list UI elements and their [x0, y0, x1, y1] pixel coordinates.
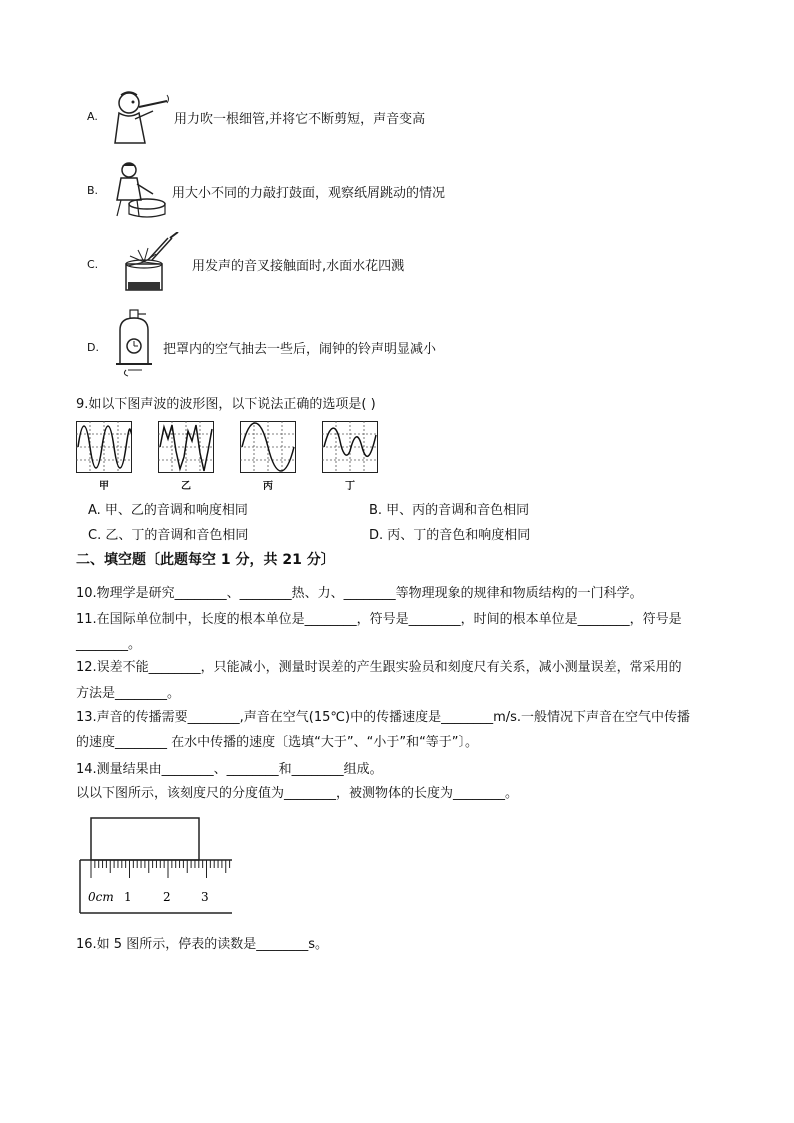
waveform-yi	[158, 421, 214, 473]
q13-line1: 13.声音的传播需要________,声音在空气(15℃)中的传播速度是________m/s.一般情况下声音在空气中传播	[76, 710, 691, 725]
option-c-text: 用发声的音叉接触面时,水面水花四溅	[192, 259, 405, 274]
q11-line1: 11.在国际单位制中，长度的根本单位是________，符号是________，时间的根本单位是________，符号是	[76, 612, 682, 627]
bell-jar-alarm-icon	[114, 308, 158, 378]
option-c-letter: C.	[87, 258, 99, 271]
tuning-fork-water-icon	[112, 232, 188, 296]
ruler-unit-label: 0cm	[88, 890, 114, 904]
waveform-jia	[76, 421, 132, 473]
q9-stem: 9.如以下图声波的波形图，以下说法正确的选项是( )	[76, 397, 376, 412]
ruler-number-1: 1	[124, 890, 132, 904]
q15-text: 以以下图所示，该刻度尺的分度值为________，被测物体的长度为________。	[76, 786, 519, 801]
q9-option-b: B. 甲、丙的音调和音色相同	[369, 503, 530, 518]
q10-text: 10.物理学是研究________、________热、力、________等物理现象的规律和物质结构的一门科学。	[76, 586, 643, 601]
q11-line2: ________。	[76, 637, 142, 652]
waveform-ding	[322, 421, 378, 473]
waveform-bing	[240, 421, 296, 473]
q9-option-c: C. 乙、丁的音调和音色相同	[88, 528, 249, 543]
ruler-number-3: 3	[201, 890, 209, 904]
q16-text: 16.如 5 图所示，停表的读数是________s。	[76, 937, 328, 952]
person-drumming-icon	[107, 160, 167, 220]
section2-title: 二、填空题〔此题每空 1 分，共 21 分〕	[76, 552, 335, 568]
ruler-number-2: 2	[163, 890, 171, 904]
q12-line2: 方法是________。	[76, 686, 181, 701]
option-a-letter: A.	[87, 110, 98, 123]
q14-text: 14.测量结果由________、________和________组成。	[76, 762, 383, 777]
q9-option-d: D. 丙、丁的音色和响度相同	[369, 528, 531, 543]
wave-label-jia: 甲	[99, 481, 109, 492]
option-a-text: 用力吹一根细管,并将它不断剪短，声音变高	[174, 112, 426, 127]
option-b-text: 用大小不同的力敲打鼓面，观察纸屑跳动的情况	[172, 186, 446, 201]
ruler-figure	[78, 815, 234, 917]
q12-line1: 12.误差不能________，只能减小，测量时误差的产生跟实验员和刻度尺有关系，减小测量误差，常采用的	[76, 660, 682, 675]
measured-object	[91, 818, 199, 860]
q13-line2: 的速度________ 在水中传播的速度〔选填“大于”、“小于”和“等于”〕。	[76, 735, 479, 750]
option-b-letter: B.	[87, 184, 99, 197]
option-d-text: 把罩内的空气抽去一些后，闹钟的铃声明显减小	[163, 342, 437, 357]
wave-label-yi: 乙	[181, 481, 191, 492]
wave-label-bing: 丙	[263, 481, 273, 492]
option-d-letter: D.	[87, 341, 99, 354]
wave-label-ding: 丁	[345, 481, 355, 492]
person-blowing-tube-icon	[105, 87, 173, 149]
q9-option-a: A. 甲、乙的音调和响度相同	[88, 503, 248, 518]
